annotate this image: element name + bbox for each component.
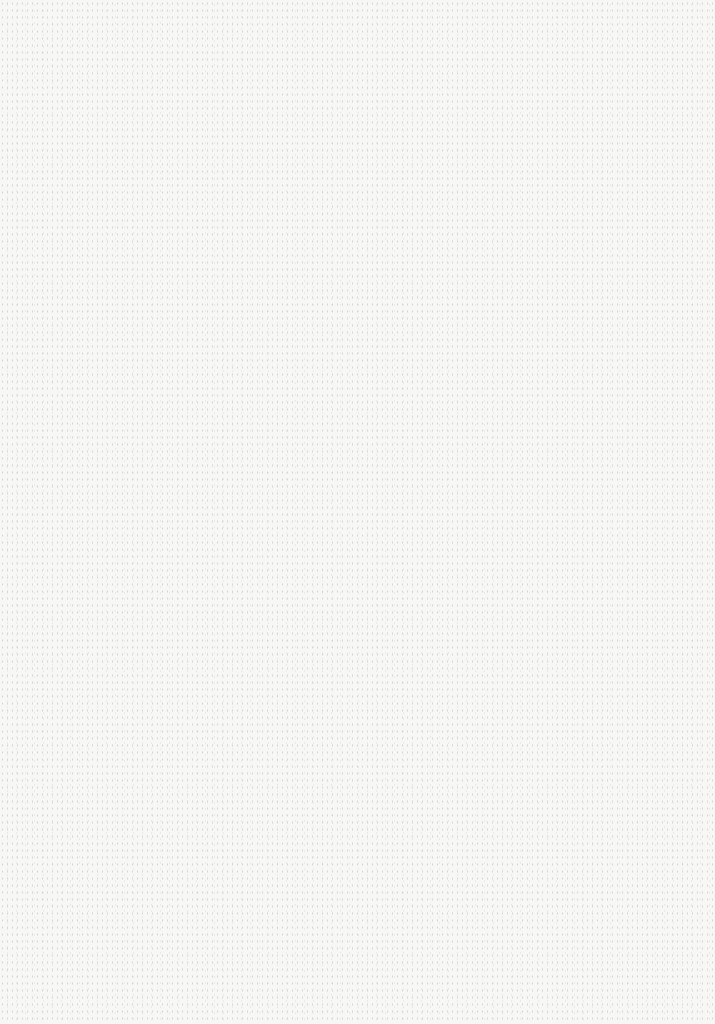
- reference-name: [242, 664, 612, 684]
- reference-code: [92, 410, 242, 430]
- reference-code: [92, 469, 242, 489]
- reference-row: [92, 664, 612, 684]
- reference-row: [92, 644, 612, 664]
- reference-name: [242, 547, 612, 567]
- reference-row: [92, 683, 612, 703]
- reference-row: [92, 410, 612, 430]
- reference-name: [242, 449, 612, 469]
- normative-references-list: [92, 410, 612, 761]
- reference-row: [92, 605, 612, 625]
- reference-name: [242, 469, 612, 489]
- reference-code: [92, 625, 242, 645]
- reference-row: [92, 742, 612, 762]
- reference-row: [92, 488, 612, 508]
- reference-code: [92, 722, 242, 742]
- reference-code: [92, 586, 242, 606]
- reference-name: [242, 527, 612, 547]
- reference-code: [92, 683, 242, 703]
- reference-name: [242, 430, 612, 450]
- reference-code: [92, 430, 242, 450]
- reference-code: [92, 449, 242, 469]
- reference-row: [92, 722, 612, 742]
- reference-row: [92, 703, 612, 723]
- reference-code: [92, 547, 242, 567]
- reference-row: [92, 586, 612, 606]
- reference-row: [92, 566, 612, 586]
- reference-name: [242, 683, 612, 703]
- reference-row: [92, 430, 612, 450]
- reference-name: [242, 722, 612, 742]
- reference-row: [92, 527, 612, 547]
- reference-row: [92, 469, 612, 489]
- reference-row: [92, 508, 612, 528]
- reference-name: [242, 488, 612, 508]
- reference-name: [242, 586, 612, 606]
- reference-row: [92, 449, 612, 469]
- reference-name: [242, 625, 612, 645]
- reference-name: [242, 742, 612, 762]
- reference-name: [242, 566, 612, 586]
- reference-code: [92, 488, 242, 508]
- reference-name: [242, 703, 612, 723]
- reference-code: [92, 566, 242, 586]
- reference-name: [242, 605, 612, 625]
- reference-name: [242, 508, 612, 528]
- reference-code: [92, 527, 242, 547]
- reference-code: [92, 605, 242, 625]
- reference-row: [92, 547, 612, 567]
- reference-code: [92, 664, 242, 684]
- reference-code: [92, 742, 242, 762]
- reference-name: [242, 644, 612, 664]
- reference-name: [242, 410, 612, 430]
- reference-code: [92, 703, 242, 723]
- reference-code: [92, 508, 242, 528]
- reference-row: [92, 625, 612, 645]
- reference-code: [92, 644, 242, 664]
